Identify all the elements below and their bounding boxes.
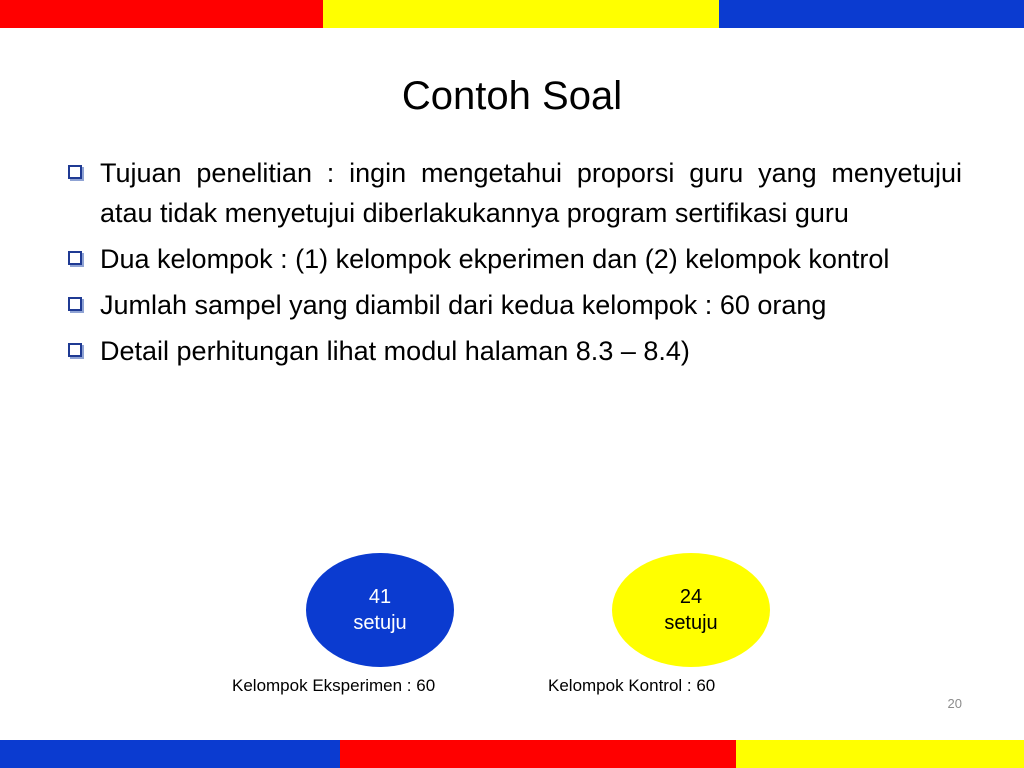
experiment-label: setuju [353, 612, 407, 634]
page-number: 20 [947, 696, 962, 711]
bottom-stripe-blue [0, 740, 340, 768]
top-stripe-yellow [323, 0, 719, 28]
top-stripe-red [0, 0, 323, 28]
top-color-stripe [0, 0, 1024, 28]
control-group-circle [612, 553, 770, 667]
control-count: 24 [679, 586, 703, 608]
experiment-group-circle [306, 553, 454, 667]
bullet-text: Detail perhitungan lihat modul halaman 8.3 – 8.4) [100, 336, 690, 366]
bullet-text: Jumlah sampel yang diambil dari kedua kelompok : 60 orang [100, 290, 827, 320]
experiment-caption: Kelompok Eksperimen : 60 [232, 676, 436, 695]
experiment-count: 41 [368, 586, 392, 608]
hollow-square-icon [68, 343, 82, 357]
bottom-stripe-red [340, 740, 736, 768]
top-stripe-blue [719, 0, 1024, 28]
hollow-square-icon [68, 251, 82, 265]
control-label: setuju [664, 612, 718, 634]
bullet-list [62, 153, 962, 377]
bottom-color-stripe [0, 740, 1024, 768]
bullet-item [62, 285, 962, 325]
slide-title: Contoh Soal [401, 74, 623, 118]
bullet-item [62, 331, 962, 371]
bullet-item [62, 239, 962, 279]
control-caption: Kelompok Kontrol : 60 [548, 676, 716, 695]
bottom-stripe-yellow [736, 740, 1024, 768]
bullet-item [62, 153, 962, 233]
bullet-text: Tujuan penelitian : ingin mengetahui proporsi guru yang menyetujui atau tidak menyetujui diberlakukannya program sertifikasi guru [100, 158, 962, 228]
hollow-square-icon [68, 165, 82, 179]
hollow-square-icon [68, 297, 82, 311]
bullet-text: Dua kelompok : (1) kelompok ekperimen dan (2) kelompok kontrol [100, 244, 890, 274]
